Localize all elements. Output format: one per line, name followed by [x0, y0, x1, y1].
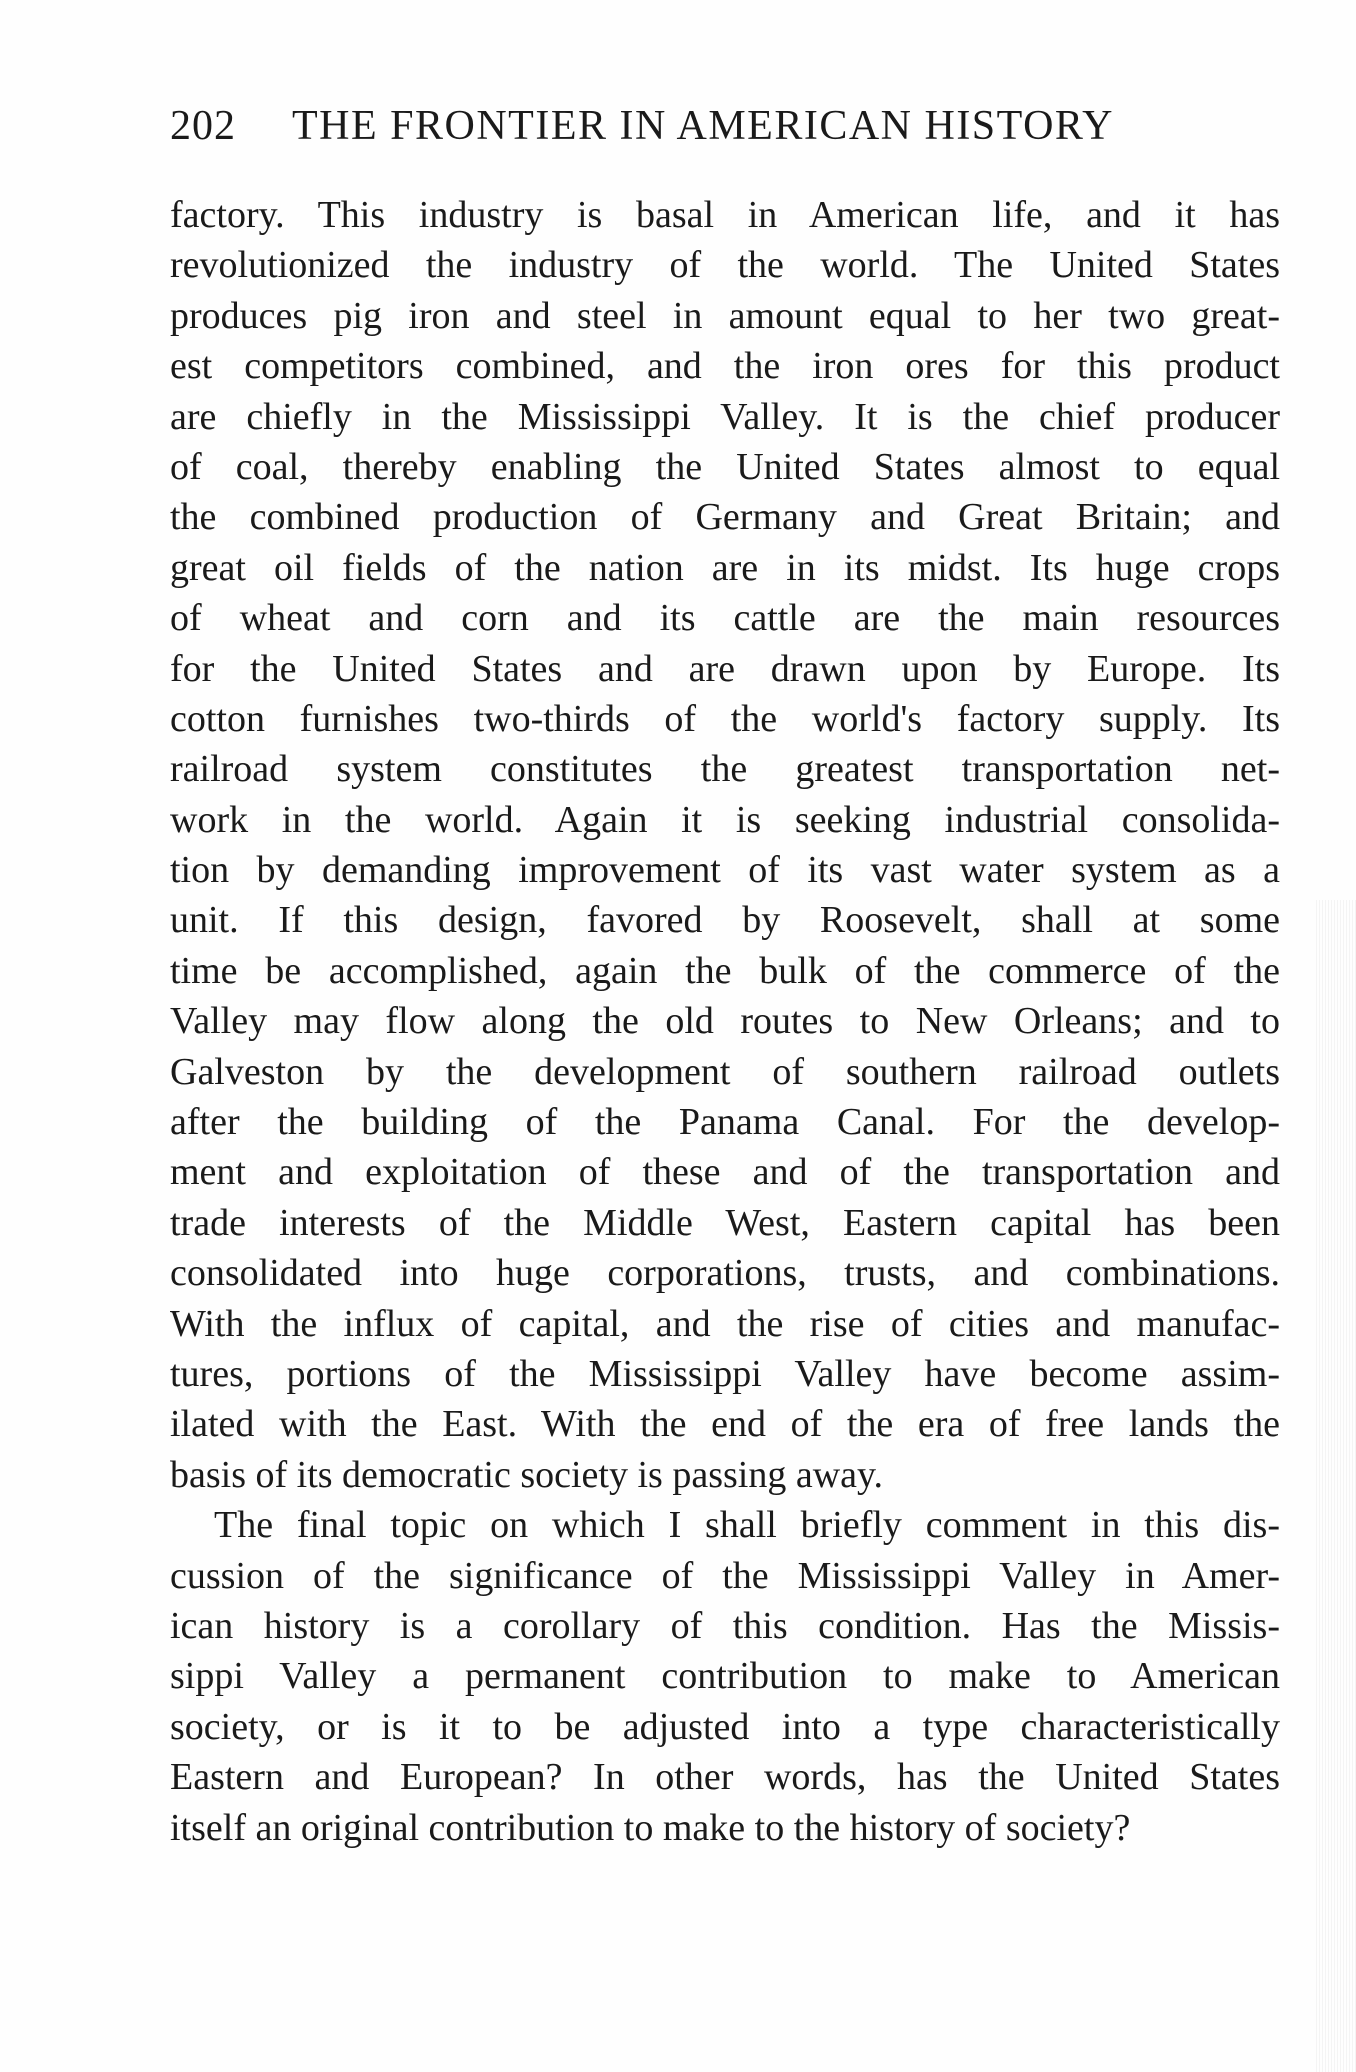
book-title: THE FRONTIER IN AMERICAN HISTORY [292, 103, 1114, 149]
text-line: trade interests of the Middle West, Eastern capital has been [170, 1201, 1280, 1244]
scan-edge-texture [1316, 900, 1356, 2072]
text-line: of wheat and corn and its cattle are the main resources [170, 597, 1280, 640]
text-line: ican history is a corollary of this condition. Has the Missis- [170, 1604, 1280, 1647]
paragraph-1 [170, 190, 1280, 1500]
text-line: society, or is it to be adjusted into a type characteristically [170, 1705, 1280, 1748]
text-line: sippi Valley a permanent contribution to make to American [170, 1655, 1280, 1698]
text-line: after the building of the Panama Canal. For the develop- [170, 1101, 1280, 1144]
text-line: railroad system constitutes the greatest transportation net- [170, 748, 1280, 791]
text-line: produces pig iron and steel in amount equal to her two great- [170, 294, 1280, 337]
text-line: consolidated into huge corporations, trusts, and combinations. [170, 1252, 1280, 1295]
text-line: The final topic on which I shall briefly comment in this dis- [214, 1504, 1280, 1547]
text-line: the combined production of Germany and Great Britain; and [170, 496, 1280, 539]
text-line: itself an original contribution to make to the history of society? [170, 1806, 1131, 1849]
text-line: for the United States and are drawn upon by Europe. Its [170, 647, 1280, 690]
text-line: are chiefly in the Mississippi Valley. It is the chief producer [170, 395, 1280, 438]
text-line: ilated with the East. With the end of the era of free lands the [170, 1403, 1280, 1446]
text-line: With the influx of capital, and the rise of cities and manufac- [170, 1302, 1280, 1345]
text-line: factory. This industry is basal in American life, and it has [170, 194, 1280, 236]
paragraph-2 [170, 1500, 1280, 1853]
text-line: work in the world. Again it is seeking industrial consolida- [170, 798, 1280, 841]
text-line: Valley may flow along the old routes to New Orleans; and to [170, 1000, 1280, 1043]
text-line: basis of its democratic society is passing away. [170, 1453, 884, 1496]
text-line: great oil fields of the nation are in its midst. Its huge crops [170, 546, 1280, 589]
text-line: time be accomplished, again the bulk of the commerce of the [170, 949, 1280, 992]
text-line: Galveston by the development of southern railroad outlets [170, 1050, 1280, 1093]
text-line: est competitors combined, and the iron ores for this product [170, 345, 1280, 388]
text-line: Eastern and European? In other words, has the United States [170, 1756, 1280, 1799]
body-text [170, 190, 1280, 1853]
text-line: tures, portions of the Mississippi Valley have become assim- [170, 1352, 1280, 1395]
text-line: cussion of the significance of the Mississippi Valley in Amer- [170, 1554, 1280, 1597]
running-head [170, 96, 1280, 156]
page-number: 202 [170, 103, 236, 149]
text-line: tion by demanding improvement of its vast water system as a [170, 849, 1280, 892]
text-line: revolutionized the industry of the world. The United States [170, 244, 1280, 287]
text-line: of coal, thereby enabling the United States almost to equal [170, 445, 1280, 488]
text-line: ment and exploitation of these and of the transportation and [170, 1151, 1280, 1194]
text-line: unit. If this design, favored by Roosevelt, shall at some [170, 899, 1280, 942]
text-line: cotton furnishes two-thirds of the world's factory supply. Its [170, 697, 1280, 740]
